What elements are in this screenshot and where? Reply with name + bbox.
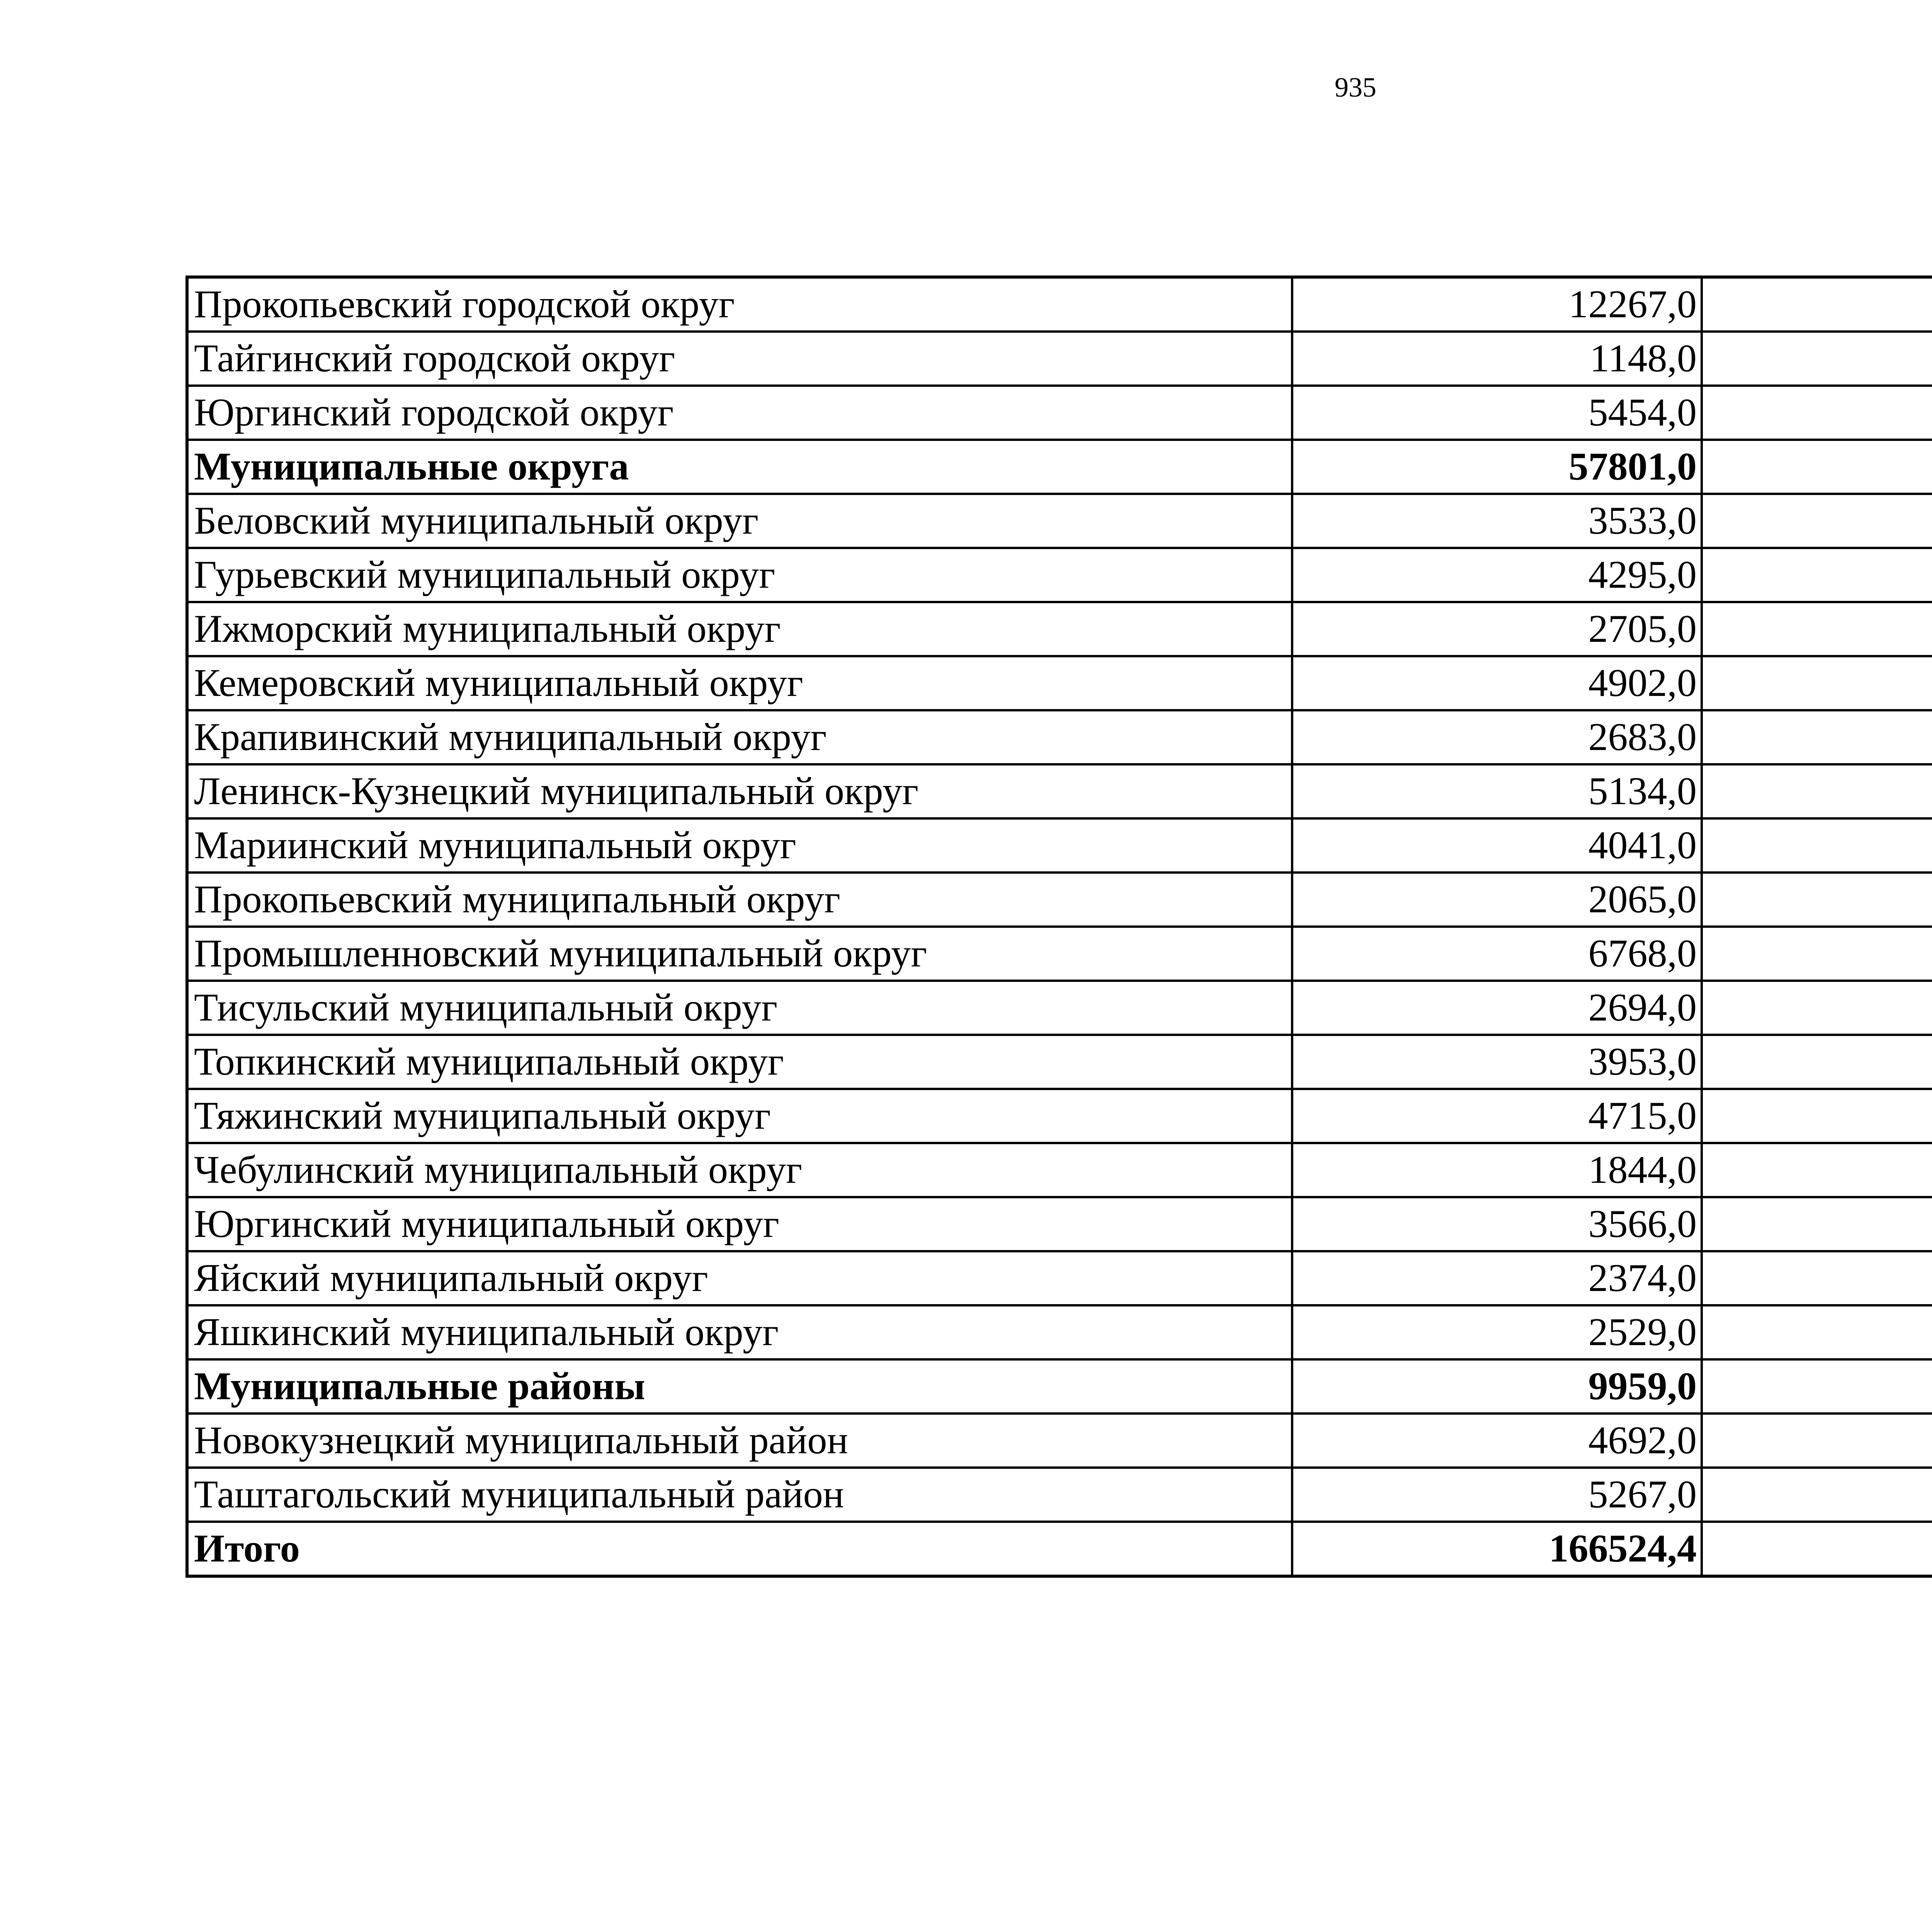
table-row xyxy=(187,656,1932,710)
value-cell-1: 2683,0 xyxy=(1292,710,1702,764)
value-cell-2 xyxy=(1702,440,1932,494)
value-cell-1: 4692,0 xyxy=(1292,1414,1702,1468)
row-label: Кемеровский муниципальный округ xyxy=(187,656,1292,710)
value-cell-1: 5134,0 xyxy=(1292,764,1702,818)
row-label: Тайгинский городской округ xyxy=(187,332,1292,386)
value-cell-2 xyxy=(1702,710,1932,764)
value-cell-2 xyxy=(1702,386,1932,440)
table-row xyxy=(187,1305,1932,1359)
row-label: Крапивинский муниципальный округ xyxy=(187,710,1292,764)
row-label: Юргинский городской округ xyxy=(187,386,1292,440)
row-label: Новокузнецкий муниципальный район xyxy=(187,1414,1292,1468)
row-label: Гурьевский муниципальный округ xyxy=(187,548,1292,602)
table-row xyxy=(187,873,1932,927)
value-cell-1: 2705,0 xyxy=(1292,602,1702,656)
value-cell-1: 4041,0 xyxy=(1292,818,1702,873)
row-label: Чебулинский муниципальный округ xyxy=(187,1143,1292,1197)
value-cell-1: 4902,0 xyxy=(1292,656,1702,710)
value-cell-2 xyxy=(1702,981,1932,1035)
row-label: Таштагольский муниципальный район xyxy=(187,1468,1292,1522)
value-cell-1: 1844,0 xyxy=(1292,1143,1702,1197)
value-cell-2 xyxy=(1702,873,1932,927)
value-cell-1: 6768,0 xyxy=(1292,927,1702,981)
row-label: Тисульский муниципальный округ xyxy=(187,981,1292,1035)
row-label: Топкинский муниципальный округ xyxy=(187,1035,1292,1089)
table-row xyxy=(187,1035,1932,1089)
value-cell-2 xyxy=(1702,494,1932,548)
value-cell-1: 166524,4 xyxy=(1292,1522,1702,1576)
row-label: Промышленновский муниципальный округ xyxy=(187,927,1292,981)
table-row xyxy=(187,710,1932,764)
table-row xyxy=(187,386,1932,440)
table-row xyxy=(187,764,1932,818)
value-cell-2 xyxy=(1702,602,1932,656)
value-cell-2 xyxy=(1702,1251,1932,1305)
row-label: Яйский муниципальный округ xyxy=(187,1251,1292,1305)
table-row xyxy=(187,602,1932,656)
value-cell-1: 1148,0 xyxy=(1292,332,1702,386)
value-cell-1: 3566,0 xyxy=(1292,1197,1702,1251)
value-cell-2 xyxy=(1702,1522,1932,1576)
row-label: Тяжинский муниципальный округ xyxy=(187,1089,1292,1143)
table-row xyxy=(187,332,1932,386)
table-row xyxy=(187,981,1932,1035)
value-cell-2 xyxy=(1702,1143,1932,1197)
value-cell-2 xyxy=(1702,1468,1932,1522)
value-cell-1: 3953,0 xyxy=(1292,1035,1702,1089)
row-label: Муниципальные округа xyxy=(187,440,1292,494)
table-row xyxy=(187,1089,1932,1143)
row-label: Прокопьевский городской округ xyxy=(187,277,1292,332)
value-cell-2 xyxy=(1702,656,1932,710)
table-row xyxy=(187,927,1932,981)
value-cell-2 xyxy=(1702,1089,1932,1143)
table-row xyxy=(187,1468,1932,1522)
row-label: Муниципальные районы xyxy=(187,1359,1292,1414)
value-cell-1: 2374,0 xyxy=(1292,1251,1702,1305)
value-cell-1: 57801,0 xyxy=(1292,440,1702,494)
table-row xyxy=(187,548,1932,602)
value-cell-2 xyxy=(1702,818,1932,873)
value-cell-2 xyxy=(1702,1414,1932,1468)
table-row xyxy=(187,1414,1932,1468)
value-cell-2 xyxy=(1702,332,1932,386)
value-cell-1: 9959,0 xyxy=(1292,1359,1702,1414)
table-row xyxy=(187,818,1932,873)
value-cell-1: 5267,0 xyxy=(1292,1468,1702,1522)
table-row xyxy=(187,1197,1932,1251)
value-cell-1: 2694,0 xyxy=(1292,981,1702,1035)
value-cell-2 xyxy=(1702,927,1932,981)
row-label: Итого xyxy=(187,1522,1292,1576)
table-row xyxy=(187,494,1932,548)
page-number: 935 xyxy=(1335,72,1376,103)
table-row-subtotal xyxy=(187,1522,1932,1576)
row-label: Ленинск-Кузнецкий муниципальный округ xyxy=(187,764,1292,818)
table-row xyxy=(187,1143,1932,1197)
value-cell-2 xyxy=(1702,1197,1932,1251)
value-cell-2 xyxy=(1702,1359,1932,1414)
value-cell-1: 2529,0 xyxy=(1292,1305,1702,1359)
row-label: Мариинский муниципальный округ xyxy=(187,818,1292,873)
value-cell-1: 2065,0 xyxy=(1292,873,1702,927)
row-label: Прокопьевский муниципальный округ xyxy=(187,873,1292,927)
value-cell-2 xyxy=(1702,277,1932,332)
value-cell-1: 4295,0 xyxy=(1292,548,1702,602)
row-label: Беловский муниципальный округ xyxy=(187,494,1292,548)
value-cell-2 xyxy=(1702,548,1932,602)
table-row-subtotal xyxy=(187,1359,1932,1414)
row-label: Яшкинский муниципальный округ xyxy=(187,1305,1292,1359)
value-cell-2 xyxy=(1702,764,1932,818)
row-label: Юргинский муниципальный округ xyxy=(187,1197,1292,1251)
table-row xyxy=(187,277,1932,332)
value-cell-1: 5454,0 xyxy=(1292,386,1702,440)
table-row xyxy=(187,1251,1932,1305)
value-cell-1: 12267,0 xyxy=(1292,277,1702,332)
value-cell-2 xyxy=(1702,1035,1932,1089)
value-cell-2 xyxy=(1702,1305,1932,1359)
value-cell-1: 4715,0 xyxy=(1292,1089,1702,1143)
table-body xyxy=(187,277,1932,1576)
table-row-subtotal xyxy=(187,440,1932,494)
data-table xyxy=(185,276,1932,1578)
value-cell-1: 3533,0 xyxy=(1292,494,1702,548)
row-label: Ижморский муниципальный округ xyxy=(187,602,1292,656)
